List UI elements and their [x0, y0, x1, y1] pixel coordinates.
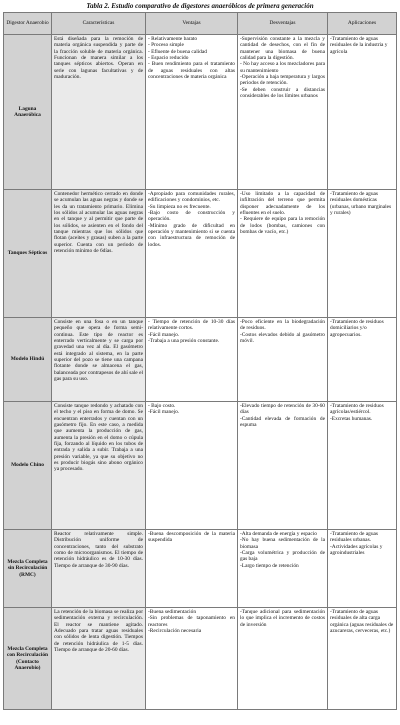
ventaja-item: -Buena descomposición de la materia suspendida: [148, 531, 235, 544]
desventaja-item: -Uso limitado a la capacidad de infiltración del terreno que permita disponer adecuadamente de los efluentes en el suelo.: [240, 191, 325, 217]
ventajas-cell: [146, 35, 238, 190]
ventajas-cell: [146, 608, 238, 710]
desventaja-item: -Operación a baja temperatura y largos periodos de retención.: [240, 74, 325, 87]
digestor-name-cell: Mezcla Completa con Recirculación (Contacto Anaerobio): [4, 608, 52, 710]
desventaja-item: -No hay buena sedimentación de la biomasa: [240, 537, 325, 550]
ventaja-item: -Bajo costo de construcción y operación.: [148, 210, 235, 223]
digestor-name-cell: Modelo Chino: [4, 402, 52, 530]
table-row: [4, 35, 397, 190]
header-ventajas: Ventajas: [146, 13, 238, 35]
aplicaciones-cell: -Tratamiento de aguas residuales domésticas (urbanas, urbano marginales y rurales): [328, 190, 397, 318]
caracteristicas-cell: Contenedor hermético cerrado en donde se acumulan las aguas negras y donde se les da un tratamiento primario. Elimina los sólidos al acumular las aguas negras en el tanque y al permitir que parte de los sólidos, se asienten en el fondo del tanque mientras que los sólidos que flotan (aceites y grasas) suben a la parte superior. Cuenta con un periodo de retención mínimo de 6días.: [52, 190, 146, 318]
table-row: [4, 530, 397, 608]
desventaja-item: - Requiere de equipo para la remoción de lodos (bombas, camiones con bombas de vacío, etc.): [240, 216, 325, 236]
digestor-name-cell: Modelo Hindú: [4, 318, 52, 402]
caracteristicas-cell: Consiste en una fosa o en un tanque pequeño que opera de forma semi-continua. Este tipo de reactor es enterrado verticalmente y se carga por gravedad una vez al día. El gasómetro está integrado al sistema, en la parte superior del pozo se tiene una campana flotante donde se almacena el gas, balanceada por contrapesos de ahí sale el gas para su uso.: [52, 318, 146, 402]
ventaja-item: - Relativamente barato: [148, 36, 198, 42]
ventaja-item: - Tiempo de retención de 10-30 días relativamente cortos.: [148, 319, 235, 332]
aplicaciones-cell: -Tratamiento de residuos agrícolas/estiércol. -Excretas humanas.: [328, 402, 397, 530]
desventajas-cell: [238, 190, 328, 318]
caracteristicas-cell: Consiste tanque redondo y achatado con el techo y el piso en forma de domo. Se encuentran enterrados y cuentan con un gasómetro fijo. En este caso, a medida que aumenta la producción de gas, aumenta la presión en el domo o cúpula fija, forzando al líquido en los tubos de entrada y salida a subir. Trabaja a una presión variable, ya que su objetivo no es producir biogás sino abono orgánico ya procesado.: [52, 402, 146, 530]
desventajas-cell: [238, 530, 328, 608]
desventaja-item: -Supervisión constante a la mezcla y cantidad de desechos, con el fin de mantener una biomasa de buena calidad para la digestión.: [240, 36, 325, 62]
desventaja-item: -Alta demanda de energía y espacio: [240, 531, 317, 537]
desventajas-cell: [238, 402, 328, 530]
ventaja-item: - Buen rendimiento para el tratamiento de aguas residuales con altas concentraciones de materia orgánica: [148, 61, 235, 81]
ventaja-item: -Recirculación necesaria: [148, 628, 202, 635]
desventaja-item: - No hay acceso a los mezcladores para su mantenimiento: [240, 61, 325, 74]
ventaja-item: -Mínimo grado de dificultad en operación y mantenimiento si se cuenta con infraestructura de remoción de lodos.: [148, 222, 235, 248]
ventaja-item: - Bajo costo.: [148, 403, 176, 409]
header-desventajas: Desventajas: [238, 13, 328, 35]
table-row: [4, 608, 397, 710]
table-row: [4, 402, 397, 530]
aplicaciones-cell: -Tratamiento de residuos domiciliarios y/o agropecuarios.: [328, 318, 397, 402]
comparison-table: [3, 12, 397, 710]
desventajas-cell: [238, 318, 328, 402]
desventaja-item: -Carga volumétrica y producción de gas baja: [240, 550, 325, 563]
ventaja-item: -Buena sedimentación: [148, 609, 197, 615]
desventajas-cell: [238, 35, 328, 190]
desventaja-item: -Cantidad elevada de formación de espuma: [240, 415, 325, 429]
aplicaciones-cell: -Tratamiento de aguas residuales urbanas. -Actividades agrícolas y agroindustriales: [328, 530, 397, 608]
ventaja-item: -Fácil manejo.: [148, 331, 180, 338]
desventajas-cell: [238, 608, 328, 710]
ventajas-cell: [146, 402, 238, 530]
header-aplicaciones: Aplicaciones: [328, 13, 397, 35]
caracteristicas-cell: La retención de la biomasa se realiza por sedimentación externa y recirculación. El reactor se mantiene agitado. Adecuado para tratar aguas residuales con sólidos de lenta digestión. Tiempos de retención hidráulica de 1-5 días. Tiempo de arranque de 20-60 días.: [52, 608, 146, 710]
ventajas-cell: [146, 318, 238, 402]
table-row: [4, 318, 397, 402]
ventaja-item: -Fácil manejo.: [148, 409, 180, 416]
desventaja-item: -Poco eficiente en la biodegradación de residuos.: [240, 319, 325, 332]
header-row: [4, 13, 397, 35]
ventaja-item: - Efluente de buena calidad: [148, 48, 207, 55]
ventaja-item: -Apropiado para comunidades rurales, edificaciones y condominios, etc.: [148, 191, 235, 204]
caracteristicas-cell: Está diseñada para la remoción de materia orgánica suspendida y parte de la fracción soluble de materia orgánica. Funcionan de manera similar a los tanques sépticos abiertos. Operan en serie con lagunas facultativas y de maduración.: [52, 35, 146, 190]
ventaja-item: -Trabaja a una presión constante.: [148, 338, 220, 345]
ventaja-item: -Sin problemas de taponamiento en reactores: [148, 615, 235, 628]
digestor-name-cell: Mezcla Completa sin Recirculación (RMC): [4, 530, 52, 608]
ventaja-item: - Espacio reducido: [148, 55, 189, 62]
desventaja-item: -Costos elevados debido al gasómetro móvil.: [240, 331, 325, 345]
ventajas-cell: [146, 530, 238, 608]
aplicaciones-cell: -Tratamiento de aguas residuales de alta carga orgánica (aguas residuales de azucareras, cerveceras, etc.): [328, 608, 397, 710]
table-caption: Tabla 2. Estudio comparativo de digestores anaeróbicos de primera generación: [86, 2, 314, 10]
header-digestor: Digestor Anaerobio: [4, 13, 52, 35]
desventaja-item: -Largo tiempo de retención: [240, 562, 299, 569]
desventaja-item: -Se deben construir a distancias considerables de los límites urbanos: [240, 86, 325, 100]
table-row: [4, 190, 397, 318]
ventajas-cell: [146, 190, 238, 318]
ventaja-item: - Proceso simple: [148, 42, 184, 49]
aplicaciones-cell: -Tratamiento de aguas residuales de la industria y agrícola: [328, 35, 397, 190]
caracteristicas-cell: Reactor relativamente simple. Distribución uniforme de concentraciones, tanto del substrato como de microorganismos. El tiempo de retención hidráulico es de 10-30 días. Tiempo de arranque de 30-90 días.: [52, 530, 146, 608]
digestor-name-cell: Laguna Anaeróbica: [4, 35, 52, 190]
ventaja-item: -Su limpieza no es frecuente.: [148, 203, 211, 210]
desventaja-item: -Elevado tiempo de retención de 30-60 días: [240, 403, 325, 416]
header-caracteristicas: Características: [52, 13, 146, 35]
desventaja-item: -Tanque adicional para sedimentación lo que implica el incremento de costos de inversión: [240, 609, 325, 628]
digestor-name-cell: Tanques Sépticos: [4, 190, 52, 318]
